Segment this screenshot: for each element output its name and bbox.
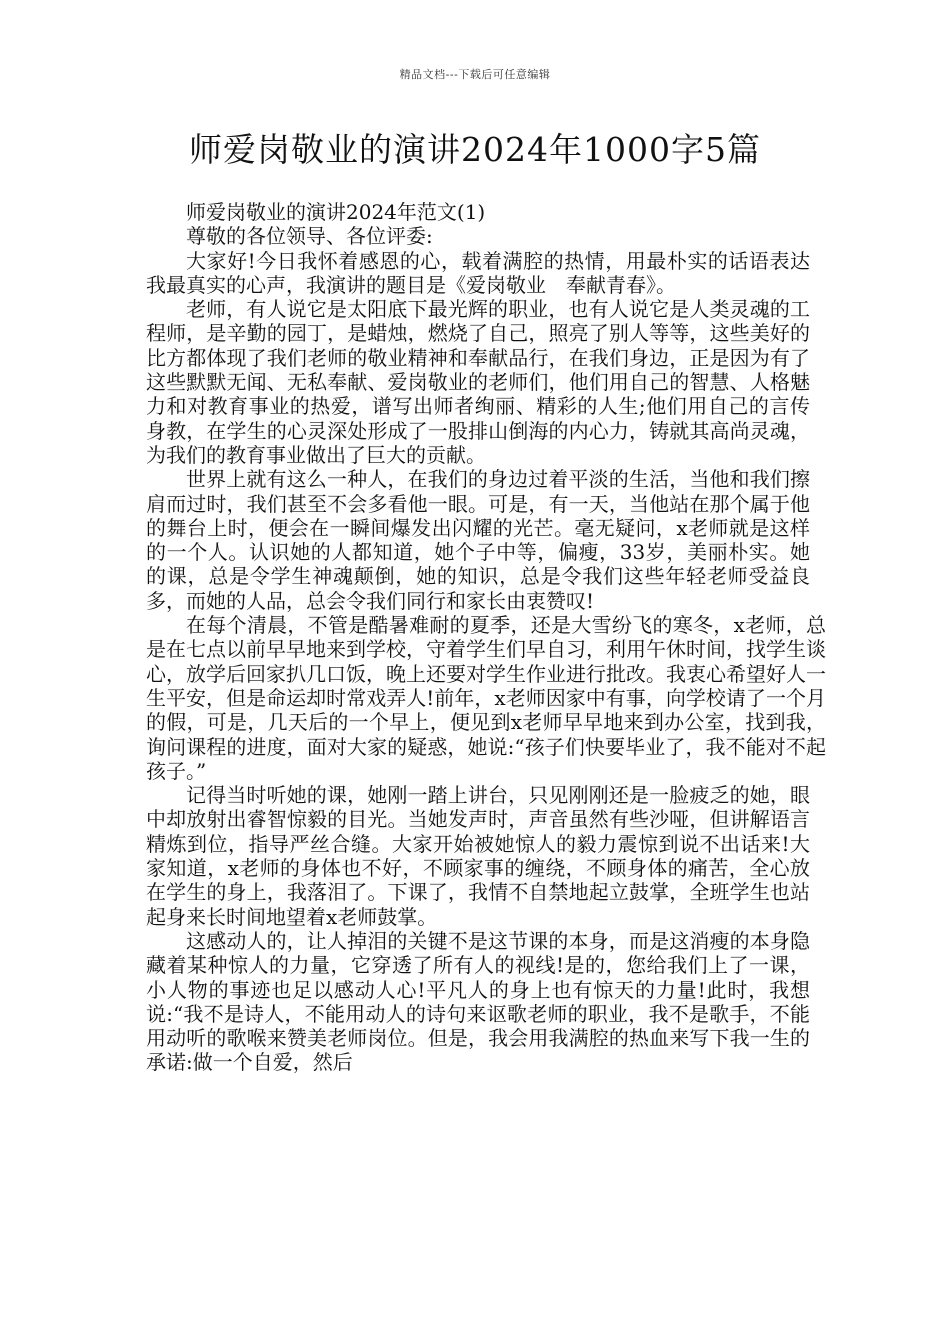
paragraph-remember-class: 记得当时听她的课，她刚一踏上讲台，只见刚刚还是一脸疲乏的她，眼中却放射出睿智惊毅的目光。当她发声时，声音虽然有些沙哑，但讲解语言精炼到位，指导严丝合缝。大家开始被她惊人的毅力震惊到说不出话来!大家知道，x老师的身体也不好，不顾家事的缠绕，不顾身体的痛苦，全心放在学生的身上，我落泪了。下课了，我情不自禁地起立鼓掌，全班学生也站起身来长时间地望着x老师鼓掌。 — [146, 783, 810, 929]
document-title: 师爱岗敬业的演讲2024年1000字5篇 — [189, 130, 761, 169]
paragraph-greeting: 大家好!今日我怀着感恩的心，载着满腔的热情，用最朴实的话语表达我最真实的心声，我演讲的题目是《爱岗敬业 奉献青春》。 — [146, 248, 810, 297]
document-body — [146, 200, 826, 1075]
paragraph-section-heading: 师爱岗敬业的演讲2024年范文(1) — [186, 200, 486, 224]
paragraph-every-morning: 在每个清晨，不管是酷暑难耐的夏季，还是大雪纷飞的寒冬，x老师，总是在七点以前早早地来到学校，守着学生们早自习，利用午休时间，找学生谈心，放学后回家扒几口饭，晚上还要对学生作业进行批改。我衷心希望好人一生平安，但是命运却时常戏弄人!前年，x老师因家中有事，向学校请了一个月的假，可是，几天后的一个早上，便见到x老师早早地来到办公室，找到我，询问课程的进度，面对大家的疑惑，她说:“孩子们快要毕业了，我不能对不起孩子。” — [146, 613, 826, 783]
paragraph-ordinary-person: 世界上就有这么一种人，在我们的身边过着平淡的生活，当他和我们擦肩而过时，我们甚至不会多看他一眼。可是，有一天，当他站在那个属于他的舞台上时，便会在一瞬间爆发出闪耀的光芒。毫无疑问，x老师就是这样的一个人。认识她的人都知道，她个子中等，偏瘦，33岁，美丽朴实。她的课，总是令学生神魂颠倒，她的知识，总是令我们这些年轻老师受益良多，而她的人品，总会令我们同行和家长由衷赞叹! — [146, 467, 810, 613]
header-note: 精品文档---下载后可任意编辑 — [399, 68, 551, 81]
paragraph-salutation: 尊敬的各位领导、各位评委: — [186, 224, 433, 249]
paragraph-moving-power: 这感动人的，让人掉泪的关键不是这节课的本身，而是这消瘦的本身隐藏着某种惊人的力量，它穿透了所有人的视线!是的，您给我们上了一课，小人物的事迹也足以感动人心!平凡人的身上也有惊天的力量!此时，我想说:“我不是诗人，不能用动人的诗句来讴歌老师的职业，我不是歌手，不能用动听的歌喉来赞美老师岗位。但是，我会用我满腔的热血来写下我一生的承诺:做一个自爱，然后 — [146, 928, 810, 1075]
paragraph-teacher-praise: 老师，有人说它是太阳底下最光辉的职业，也有人说它是人类灵魂的工程师，是辛勤的园丁，是蜡烛，燃烧了自己，照亮了别人等等，这些美好的比方都体现了我们老师的敬业精神和奉献品行，在我们身边，正是因为有了这些默默无闻、无私奉献、爱岗敬业的老师们，他们用自己的智慧、人格魅力和对教育事业的热爱，谱写出师者绚丽、精彩的人生;他们用自己的言传身教，在学生的心灵深处形成了一股排山倒海的内心力，铸就其高尚灵魂，为我们的教育事业做出了巨大的贡献。 — [146, 297, 810, 467]
